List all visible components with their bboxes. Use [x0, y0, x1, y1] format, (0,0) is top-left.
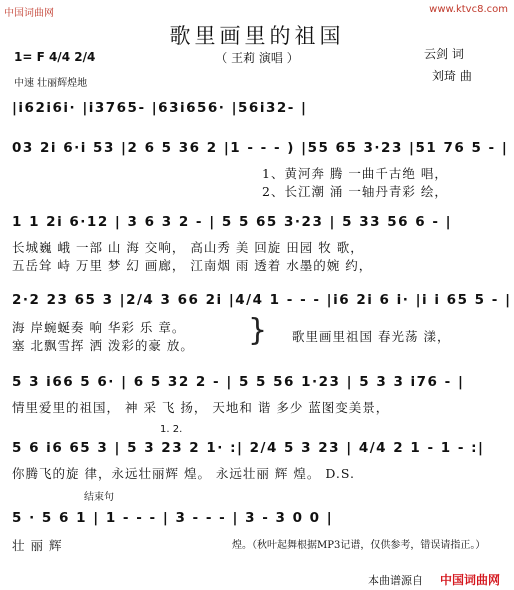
score-line-6-lyric-1: 你腾飞的旋 律，永远壮丽辉 煌。 永远壮丽 辉 煌。 D.S. — [12, 466, 355, 481]
score-line-2-notes: 03 2i 6·i 53 |2 6 5 36 2 |1 - - - ) |55 65 3·23 |51 76 5 - | — [12, 140, 509, 156]
score-line-6-notes: 5 6 i6 65 3 | 5 3 23 2 1· :| 2/4 5 3 23 | 4/4 2 1 - 1 - :| — [12, 440, 485, 456]
singer-credit: （ 王莉 演唱 ） — [215, 51, 299, 65]
watermark-left: 中国词曲网 — [4, 8, 54, 19]
score-line-2-lyric-2: 2、长江潮 涌 一轴丹青彩 绘， — [262, 184, 448, 199]
score-line-4-notes: 2·2 23 65 3 |2/4 3 66 2i |4/4 1 - - - |i6 2i 6 i· |i i 65 5 - | — [12, 292, 512, 308]
score-line-1-notes: |i62i6i· |i3765- |63i656· |56i32- | — [12, 100, 308, 116]
composer-credit: 刘琦 曲 — [432, 69, 472, 83]
score-line-7-lyric-2: 煌。（秋叶起舞根据MP3记谱，仅供参考，错误请指正。） — [232, 540, 486, 551]
song-title: 歌里画里的祖国 — [169, 24, 345, 48]
tempo-marking: 中速 壮丽辉煌地 — [14, 78, 88, 89]
score-line-4-lyric-3: 歌里画里祖国 春光荡 漾， — [292, 329, 451, 344]
score-line-3-lyric-2: 五岳耸 峙 万里 梦 幻 画廊， 江南烟 雨 透着 水墨的婉 约， — [12, 258, 373, 273]
score-line-4-lyric-1: 海 岸蜿蜒奏 响 华彩 乐 章。 — [12, 320, 186, 335]
score-line-2-lyric-1: 1、黄河奔 腾 一曲千古绝 唱， — [262, 166, 448, 181]
footer-source-label: 本曲谱源自 — [368, 574, 423, 587]
score-line-7-lyric-1: 壮 丽 辉 — [12, 538, 63, 553]
score-line-3-notes: 1 1 2i 6·12 | 3 6 3 2 - | 5 5 65 3·23 | 5 33 56 6 - | — [12, 214, 453, 230]
score-line-5-lyric-1: 情里爱里的祖国， 神 采 飞 扬， 天地和 谐 多少 蓝图变美景， — [12, 400, 390, 415]
score-line-3-lyric-1: 长城巍 峨 一部 山 海 交响， 高山秀 美 回旋 田园 牧 歌， — [12, 240, 364, 255]
coda-label: 结束句 — [84, 492, 114, 503]
lyric-bracket: } — [248, 313, 268, 348]
watermark-right: www.ktvc8.com — [429, 4, 508, 15]
score-line-4-lyric-2: 塞 北飘雪挥 洒 泼彩的豪 放。 — [12, 338, 194, 353]
volta-brackets: 1. 2. — [160, 424, 183, 435]
footer-site-link[interactable]: 中国词曲网 — [440, 573, 501, 587]
score-line-5-notes: 5 3 i66 5 6· | 6 5 32 2 - | 5 5 56 1·23 | 5 3 3 i76 - | — [12, 374, 465, 390]
score-line-7-notes: 5 · 5 6 1 | 1 - - - | 3 - - - | 3 - 3 0 0 | — [12, 510, 334, 526]
lyricist-credit: 云剑 词 — [424, 47, 464, 61]
key-signature: 1= F 4/4 2/4 — [14, 50, 96, 64]
